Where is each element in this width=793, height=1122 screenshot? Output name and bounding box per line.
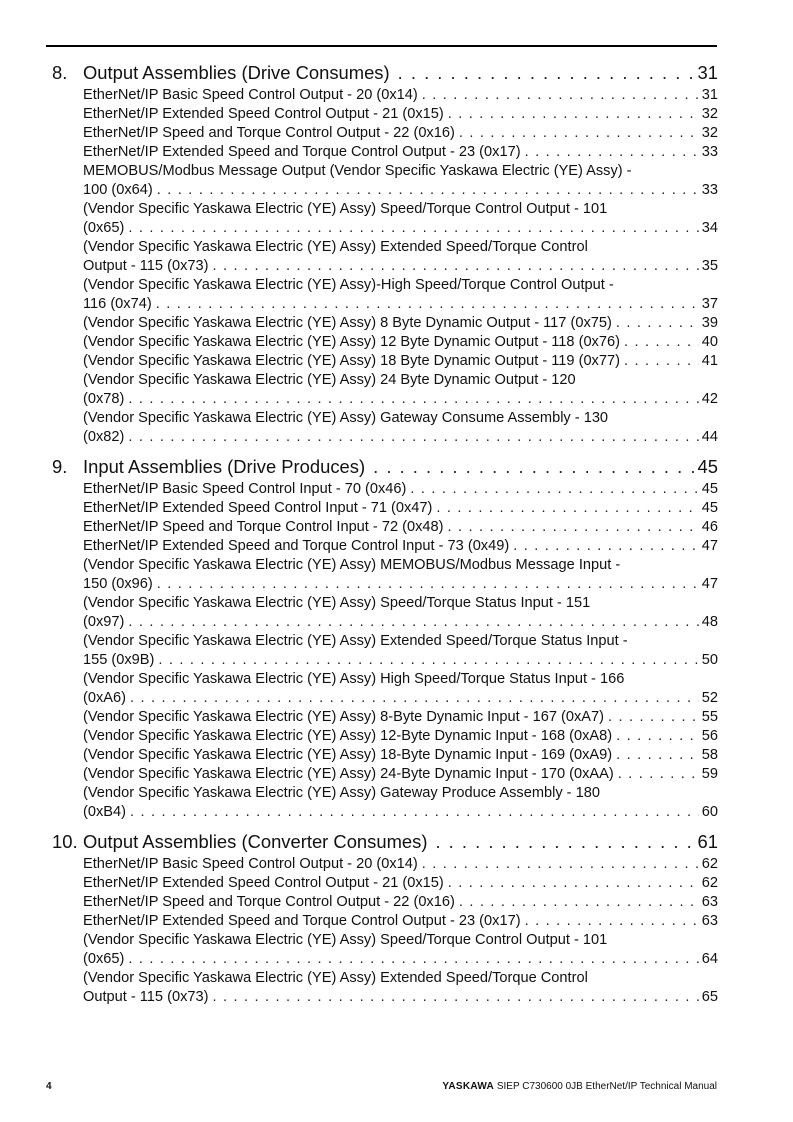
toc-entry[interactable]: [83, 912, 718, 931]
entry-title: (Vendor Specific Yaskawa Electric (YE) Assy) 18-Byte Dynamic Input - 169 (0xA9): [83, 747, 613, 763]
entry-page-number: 33: [701, 182, 718, 198]
entry-page-number: 37: [701, 296, 718, 312]
entry-title-line1: (Vendor Specific Yaskawa Electric (YE) Assy) Gateway Consume Assembly - 130: [83, 410, 609, 426]
entry-title: EtherNet/IP Extended Speed and Torque Control Output - 23 (0x17): [83, 144, 521, 160]
entry-page-number: 31: [701, 87, 718, 103]
dot-leader: [616, 314, 699, 333]
entry-page-number: 33: [701, 144, 718, 160]
dot-leader: [157, 575, 699, 594]
entry-page-number: 52: [701, 690, 718, 706]
dot-leader: [447, 518, 698, 537]
entry-title: EtherNet/IP Basic Speed Control Output - 20 (0x14): [83, 87, 418, 103]
entry-title-line2: Output - 115 (0x73): [83, 989, 209, 1005]
dot-leader: [436, 499, 698, 518]
toc-entry[interactable]: [83, 333, 718, 352]
dot-leader: [616, 727, 699, 746]
entry-title: EtherNet/IP Extended Speed and Torque Control Output - 23 (0x17): [83, 913, 521, 929]
entry-title-line2: (0xA6): [83, 690, 126, 706]
entry-page-number: 35: [701, 258, 718, 274]
footer-title-text: SIEP C730600 0JB EtherNet/IP Technical Manual: [496, 1081, 717, 1092]
section-title: Output Assemblies (Converter Consumes): [83, 831, 428, 852]
entry-title: EtherNet/IP Speed and Torque Control Output - 22 (0x16): [83, 894, 455, 910]
dot-leader: [525, 143, 699, 162]
entry-title-line2: Output - 115 (0x73): [83, 258, 209, 274]
dot-leader: [422, 855, 699, 874]
entry-page-number: 58: [701, 747, 718, 763]
dot-leader: [398, 60, 695, 86]
dot-leader: [156, 295, 699, 314]
toc-entry[interactable]: [83, 276, 718, 314]
dot-leader: [616, 746, 699, 765]
entry-page-number: 32: [701, 106, 718, 122]
toc-entry[interactable]: [83, 632, 718, 670]
entry-title: (Vendor Specific Yaskawa Electric (YE) Assy) 12-Byte Dynamic Input - 168 (0xA8): [83, 728, 613, 744]
footer-doc-title: [442, 1081, 717, 1092]
entry-title-line2: (0x65): [83, 951, 125, 967]
entry-title: EtherNet/IP Extended Speed and Torque Control Input - 73 (0x49): [83, 538, 510, 554]
entry-title-line1: (Vendor Specific Yaskawa Electric (YE) Assy) MEMOBUS/Modbus Message Input -: [83, 557, 621, 573]
entry-title: (Vendor Specific Yaskawa Electric (YE) Assy) 18 Byte Dynamic Output - 119 (0x77): [83, 353, 620, 369]
dot-leader: [373, 454, 694, 480]
toc-entry[interactable]: [83, 162, 718, 200]
dot-leader: [128, 390, 698, 409]
toc-entry[interactable]: [83, 105, 718, 124]
entry-title-line1: (Vendor Specific Yaskawa Electric (YE) Assy) Extended Speed/Torque Status Input -: [83, 633, 628, 649]
entry-page-number: 40: [701, 334, 718, 350]
entry-title-line2: (0x78): [83, 391, 125, 407]
entry-title-line2: (0x82): [83, 429, 125, 445]
entry-page-number: 63: [701, 894, 718, 910]
dot-leader: [212, 988, 698, 1007]
entry-title: EtherNet/IP Extended Speed Control Output - 21 (0x15): [83, 875, 444, 891]
entry-title: EtherNet/IP Speed and Torque Control Input - 72 (0x48): [83, 519, 444, 535]
toc-entry[interactable]: [83, 409, 718, 447]
dot-leader: [212, 257, 698, 276]
entry-page-number: 65: [701, 989, 718, 1005]
dot-leader: [158, 651, 698, 670]
entry-page-number: 62: [701, 875, 718, 891]
dot-leader: [608, 708, 699, 727]
entry-title-line2: 155 (0x9B): [83, 652, 155, 668]
dot-leader: [435, 829, 694, 855]
toc-entry[interactable]: [83, 143, 718, 162]
entry-page-number: 42: [701, 391, 718, 407]
entry-page-number: 34: [701, 220, 718, 236]
toc-entry[interactable]: [83, 670, 718, 708]
dot-leader: [130, 803, 699, 822]
entry-page-number: 62: [701, 856, 718, 872]
entry-page-number: 45: [701, 481, 718, 497]
page-footer: [46, 1081, 717, 1092]
dot-leader: [157, 181, 699, 200]
toc-entry[interactable]: [83, 537, 718, 556]
section-entries: [83, 855, 718, 1007]
entry-title-line1: (Vendor Specific Yaskawa Electric (YE) Assy) Extended Speed/Torque Control: [83, 970, 588, 986]
toc-entry[interactable]: [83, 874, 718, 893]
entry-title: EtherNet/IP Basic Speed Control Input - 70 (0x46): [83, 481, 407, 497]
entry-title: (Vendor Specific Yaskawa Electric (YE) Assy) 24-Byte Dynamic Input - 170 (0xAA): [83, 766, 614, 782]
dot-leader: [128, 428, 698, 447]
dot-leader: [618, 765, 699, 784]
toc-entry[interactable]: [83, 480, 718, 499]
top-rule: [46, 45, 717, 47]
entry-title-line1: (Vendor Specific Yaskawa Electric (YE) Assy) Extended Speed/Torque Control: [83, 239, 588, 255]
toc-entry[interactable]: [83, 784, 718, 822]
dot-leader: [128, 950, 698, 969]
section-page-number: 61: [697, 831, 718, 852]
section-heading[interactable]: [52, 60, 718, 86]
entry-page-number: 45: [701, 500, 718, 516]
dot-leader: [410, 480, 698, 499]
section-number: 9.: [52, 456, 68, 477]
toc-entry[interactable]: [83, 86, 718, 105]
entry-title-line1: (Vendor Specific Yaskawa Electric (YE) Assy) Speed/Torque Control Output - 101: [83, 932, 608, 948]
toc-entry[interactable]: [83, 200, 718, 238]
entry-title: EtherNet/IP Extended Speed Control Output - 21 (0x15): [83, 106, 444, 122]
entry-page-number: 47: [701, 538, 718, 554]
entry-title: EtherNet/IP Speed and Torque Control Output - 22 (0x16): [83, 125, 455, 141]
entry-title: (Vendor Specific Yaskawa Electric (YE) Assy) 8-Byte Dynamic Input - 167 (0xA7): [83, 709, 604, 725]
entry-title-line2: 150 (0x96): [83, 576, 153, 592]
section-page-number: 31: [697, 62, 718, 83]
entry-page-number: 50: [701, 652, 718, 668]
entry-title-line1: (Vendor Specific Yaskawa Electric (YE) Assy) Speed/Torque Status Input - 151: [83, 595, 591, 611]
toc-entry[interactable]: [83, 371, 718, 409]
section-entries: [83, 480, 718, 822]
entry-page-number: 46: [701, 519, 718, 535]
toc-entry[interactable]: [83, 238, 718, 276]
footer-brand: YASKAWA: [442, 1081, 495, 1092]
entry-title-line1: MEMOBUS/Modbus Message Output (Vendor Specific Yaskawa Electric (YE) Assy) -: [83, 163, 632, 179]
section-number: 10.: [52, 831, 78, 852]
toc-entry[interactable]: [83, 708, 718, 727]
toc-entry[interactable]: [83, 124, 718, 143]
section-title: Input Assemblies (Drive Produces): [83, 456, 366, 477]
section-heading[interactable]: [52, 829, 718, 855]
toc-entry[interactable]: [83, 855, 718, 874]
section-number: 8.: [52, 62, 68, 83]
entry-title-line2: (0x97): [83, 614, 125, 630]
entry-page-number: 64: [701, 951, 718, 967]
toc-entry[interactable]: [83, 746, 718, 765]
entry-page-number: 60: [701, 804, 718, 820]
toc-entry[interactable]: [83, 893, 718, 912]
entry-title-line1: (Vendor Specific Yaskawa Electric (YE) Assy) 24 Byte Dynamic Output - 120: [83, 372, 576, 388]
entry-page-number: 48: [701, 614, 718, 630]
section-title: Output Assemblies (Drive Consumes): [83, 62, 390, 83]
entry-title-line1: (Vendor Specific Yaskawa Electric (YE) Assy) Speed/Torque Control Output - 101: [83, 201, 608, 217]
dot-leader: [130, 689, 699, 708]
entry-title: EtherNet/IP Basic Speed Control Output - 20 (0x14): [83, 856, 418, 872]
entry-title-line1: (Vendor Specific Yaskawa Electric (YE) Assy) Gateway Produce Assembly - 180: [83, 785, 600, 801]
dot-leader: [624, 352, 699, 371]
toc-entry[interactable]: [83, 314, 718, 333]
toc-entry[interactable]: [83, 499, 718, 518]
entry-title-line2: 100 (0x64): [83, 182, 153, 198]
entry-page-number: 56: [701, 728, 718, 744]
dot-leader: [513, 537, 699, 556]
dot-leader: [128, 219, 698, 238]
section-page-number: 45: [697, 456, 718, 477]
section-entries: [83, 86, 718, 447]
entry-title-line2: 116 (0x74): [83, 296, 152, 312]
toc-entry[interactable]: [83, 727, 718, 746]
toc-entry[interactable]: [83, 594, 718, 632]
dot-leader: [128, 613, 698, 632]
dot-leader: [422, 86, 699, 105]
entry-page-number: 39: [701, 315, 718, 331]
entry-title-line2: (0xB4): [83, 804, 126, 820]
entry-title-line2: (0x65): [83, 220, 125, 236]
footer-page-number: 4: [46, 1081, 52, 1092]
toc-entry[interactable]: [83, 556, 718, 594]
dot-leader: [624, 333, 699, 352]
toc-section: [52, 829, 718, 1007]
toc-section: [52, 454, 718, 822]
table-of-contents: [52, 60, 718, 1014]
toc-entry[interactable]: [83, 969, 718, 1007]
toc-section: [52, 60, 718, 447]
toc-entry[interactable]: [83, 352, 718, 371]
entry-page-number: 63: [701, 913, 718, 929]
entry-page-number: 32: [701, 125, 718, 141]
entry-title: (Vendor Specific Yaskawa Electric (YE) Assy) 12 Byte Dynamic Output - 118 (0x76): [83, 334, 620, 350]
dot-leader: [459, 893, 699, 912]
entry-title-line1: (Vendor Specific Yaskawa Electric (YE) Assy) High Speed/Torque Status Input - 166: [83, 671, 625, 687]
section-heading[interactable]: [52, 454, 718, 480]
entry-title-line1: (Vendor Specific Yaskawa Electric (YE) Assy)-High Speed/Torque Control Output -: [83, 277, 614, 293]
entry-page-number: 59: [701, 766, 718, 782]
dot-leader: [448, 874, 699, 893]
entry-page-number: 47: [701, 576, 718, 592]
toc-entry[interactable]: [83, 931, 718, 969]
dot-leader: [459, 124, 699, 143]
toc-entry[interactable]: [83, 765, 718, 784]
entry-title: EtherNet/IP Extended Speed Control Input - 71 (0x47): [83, 500, 433, 516]
toc-entry[interactable]: [83, 518, 718, 537]
dot-leader: [525, 912, 699, 931]
dot-leader: [448, 105, 699, 124]
entry-page-number: 55: [701, 709, 718, 725]
entry-title: (Vendor Specific Yaskawa Electric (YE) Assy) 8 Byte Dynamic Output - 117 (0x75): [83, 315, 612, 331]
entry-page-number: 44: [701, 429, 718, 445]
entry-page-number: 41: [701, 353, 718, 369]
